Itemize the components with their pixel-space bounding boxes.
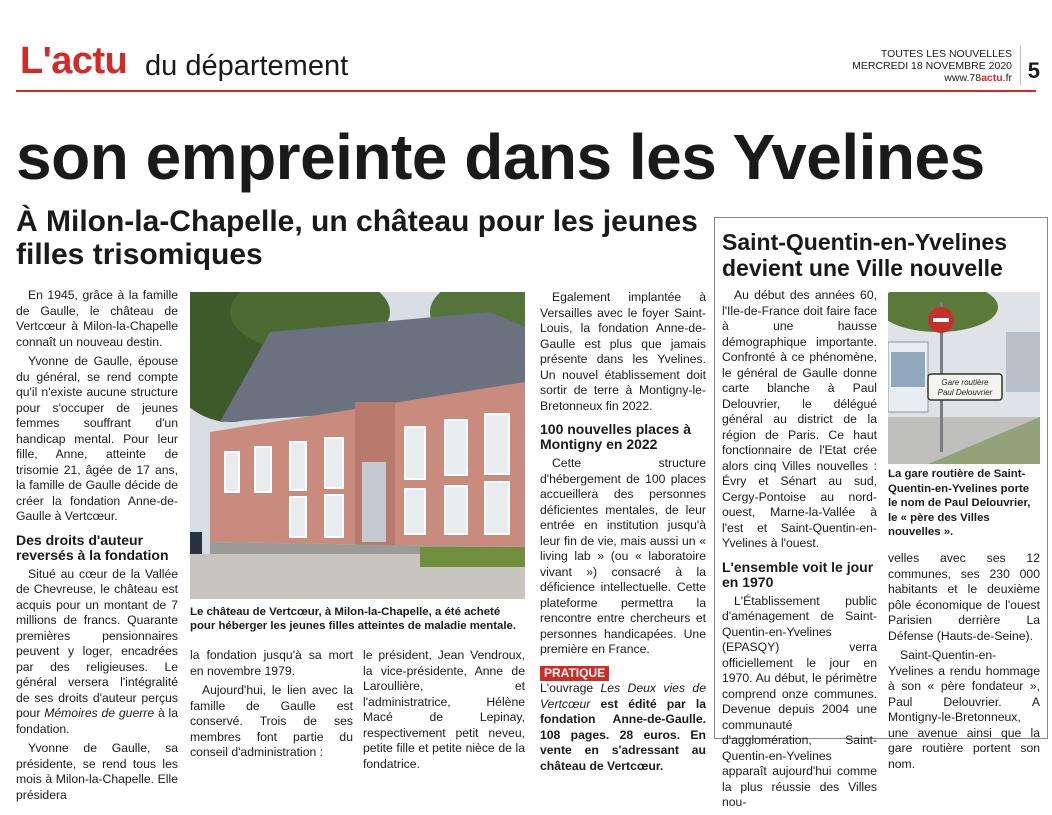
sidebar-title: Saint-Quentin-en-Yvelines devient une Ville nouvelle xyxy=(722,229,1007,281)
brand-logo: L'actu xyxy=(20,40,128,82)
article-column-2b xyxy=(363,648,525,776)
subheading: Des droits d'auteur reversés à la fondation xyxy=(16,531,169,563)
paragraph: Cette structure d'hébergement de 100 places accueillera des personnes déficientes mentales, de leur entrée en institution jusqu'à leur fin de vie, mais aussi un « living lab » (ou « laboratoire vivant ») consacré à la déficience intellectuelle. Cette plateforme permettra la rencontre entre chercheurs et personnes handicapées. Une première en France. xyxy=(540,456,706,656)
edition-info xyxy=(852,48,1012,84)
header-divider xyxy=(1020,45,1021,85)
paragraph: Yvonne de Gaulle, épouse du général, se rend compte qu'il n'existe aucune structure pour s'occuper de jeunes femmes souffrant d'un handicap mental. Pour leur fille, Anne, atteinte de trisomie 21, âgée de 17 ans, la famille de Gaulle décide de créer la fondation Anne-de-Gaulle à Vertcœur. xyxy=(16,354,178,523)
subheading: 100 nouvelles places à Montigny en 2022 xyxy=(540,421,691,452)
paragraph: velles avec ses 12 communes, ses 230 000 habitants et le deuxième pôle économique de l'ouest Parisien derrière La Défense (Hauts-de-Seine). xyxy=(888,551,1040,643)
photo-caption: Le château de Vertcœur, à Milon-la-Chapelle, a été acheté pour héberger les jeunes filles atteintes de maladie mentale. xyxy=(190,606,517,632)
pratique-box xyxy=(540,666,706,775)
page-headline: son empreinte dans les Yvelines xyxy=(16,121,985,193)
paragraph: la fondation jusqu'à sa mort en novembre 1979. xyxy=(190,648,353,678)
edition-title: TOUTES LES NOUVELLES xyxy=(880,48,1012,60)
header-rule xyxy=(16,90,1036,92)
pratique-label: PRATIQUE xyxy=(540,666,609,681)
paragraph: Situé au cœur de la Vallée de Chevreuse, le château est acquis pour un montant de 7 millions de francs. Quarante premières pensionnaires peuvent y loger, encadrées par des religieuses. Le général versera l'intégralité de ses droits d'auteur perçus pour Mémoires de guerre à la fondation. xyxy=(16,566,179,736)
paragraph: le président, Jean Vendroux, la vice-présidente, Anne de Laroullière, et l'administratrice, Hélène Macé de Lepinay, respectivement petit neveu, petite fille et petite nièce de la fondatrice. xyxy=(363,648,525,771)
bus-station-photo xyxy=(888,292,1040,464)
article-column-3 xyxy=(540,290,706,778)
pratique-text: L'ouvrage Les Deux vies de Vertcœur est édité par la fondation Anne-de-Gaulle. 108 pages. 28 euros. En vente en s'adressant au château de Vertcœur. xyxy=(540,681,706,773)
page-number: 5 xyxy=(1027,58,1040,83)
paragraph: L'Établissement public d'aménagement de Saint-Quentin-en-Yvelines (EPASQY) verra officiellement le jour en 1970. Au début, le périmètre comprend onze communes. Devenue depuis 2004 une communauté d'agglomération, Saint-Quentin-en-Yvelines apparaît aujourd'hui comme la plus réussie des Villes nou- xyxy=(722,593,877,809)
paragraph: Au début des années 60, l'Ile-de-France doit faire face à une hausse démographique importante. Confronté à ce phénomène, le général de Gaulle donne carte blanche à Paul Delouvrier, le délégué général au district de la région de Paris. Ce haut fonctionnaire de l'Etat crée alors cinq Villes nouvelles : Évry et Sénart au sud, Cergy-Pontoise au nord-ouest, Marne-la-Vallée à l'est et Saint-Quentin-en-Yvelines à l'ouest. xyxy=(722,288,877,550)
photo-caption: La gare routière de Saint-Quentin-en-Yvelines porte le nom de Paul Delouvrier, le « père des Villes nouvelles ». xyxy=(888,468,1031,539)
sign-line-1: Gare routière xyxy=(941,378,989,387)
sidebar-column-2 xyxy=(888,551,1040,776)
article-title: À Milon-la-Chapelle, un château pour les jeunes filles trisomiques xyxy=(16,205,698,271)
subheading: L'ensemble voit le jour en 1970 xyxy=(722,558,874,590)
paragraph: Yvonne de Gaulle, sa présidente, se rend tous les mois à Milon-la-Chapelle. Elle présidera xyxy=(16,741,178,802)
chateau-photo xyxy=(190,292,525,599)
section-name: du département xyxy=(145,50,349,82)
paragraph: Egalement implantée à Versailles avec le foyer Saint-Louis, la fondation Anne-de-Gaulle est plus que jamais présente dans les Yvelines. Un nouvel établissement doit sortir de terre à Montigny-le-Bretonneux fin 2022. xyxy=(540,290,706,413)
paragraph: Saint-Quentin-en-Yvelines a rendu hommage à son « père fondateur », Paul Delouvrier. A Montigny-le-Bretonneux, une avenue ainsi que la gare routière portent son nom. xyxy=(888,648,1040,771)
paragraph: Aujourd'hui, le lien avec la famille de Gaulle est conservé. Trois de ses membres font partie du conseil d'administration : xyxy=(190,683,353,759)
article-column-1 xyxy=(16,288,178,807)
sidebar-column-1 xyxy=(722,288,877,815)
edition-date: MERCREDI 18 NOVEMBRE 2020 xyxy=(852,60,1012,72)
website-link[interactable]: www.78actu.fr xyxy=(944,72,1012,84)
paragraph: En 1945, grâce à la famille de Gaulle, le château de Vertcœur à Milon-la-Chapelle connaît un nouveau destin. xyxy=(16,288,178,349)
article-column-2a xyxy=(190,648,353,765)
sign-line-2: Paul Delouvrier xyxy=(937,388,993,397)
